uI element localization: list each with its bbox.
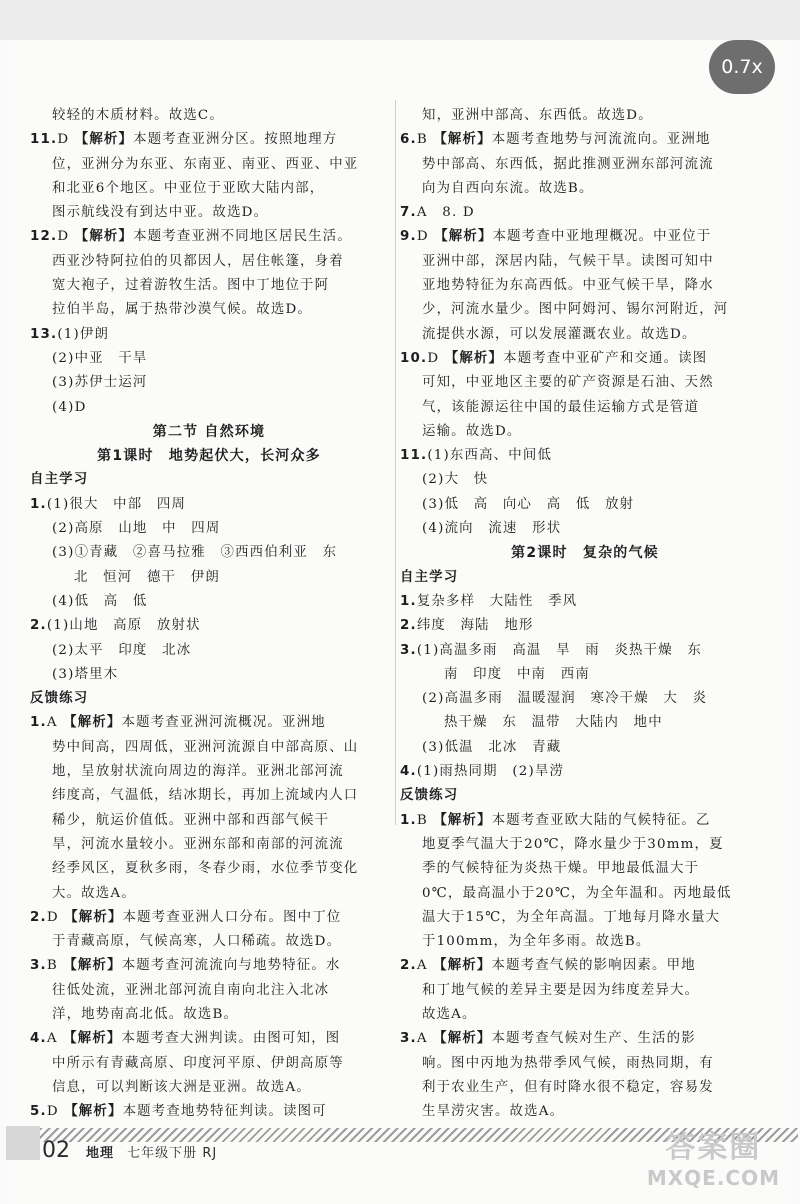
line-text: (3)塔里木	[52, 666, 119, 682]
answer-line	[400, 1052, 770, 1076]
answer-line	[400, 104, 770, 128]
line-text: (1)雨热同期 (2)旱涝	[416, 764, 565, 780]
line-text: 和丁地气候的差异主要是因为纬度差异大。	[422, 982, 700, 998]
answer-line	[30, 882, 388, 906]
answer-choice: D	[57, 229, 70, 245]
answer-line	[30, 1052, 388, 1076]
answer-choice: D	[46, 909, 59, 925]
answer-line	[400, 323, 770, 347]
line-text: 中所示有青藏高原、印度河平原、伊朗高原等	[52, 1055, 344, 1071]
answer-line	[400, 882, 770, 906]
item-number: 11.	[400, 448, 428, 464]
answer-line	[400, 517, 770, 541]
item-number: 1.	[400, 593, 417, 609]
line-text: (2)大 快	[422, 472, 489, 488]
answer-line	[400, 396, 770, 420]
analysis-tag: 【解析】	[63, 1031, 122, 1047]
answer-item	[30, 1027, 388, 1051]
watermark-en: MXQE.COM	[646, 1166, 780, 1190]
line-text: 稀少，航运价值低。亚洲中部和西部气候干	[52, 812, 330, 828]
line-text: (1)高温多雨 高温 旱 雨 炎热干燥 东	[416, 642, 703, 658]
answer-choice: A	[416, 1031, 428, 1047]
item-number: 11.	[30, 132, 58, 148]
watermark-cn: 答案圈	[665, 1130, 762, 1165]
answer-line	[30, 784, 388, 808]
answer-line	[400, 663, 770, 687]
item-number: 9.	[400, 229, 417, 245]
answer-line	[30, 177, 388, 201]
answer-choice: A	[416, 958, 428, 974]
item-number: 5.	[30, 1104, 47, 1120]
answer-item	[400, 1027, 770, 1051]
subsection-heading: 自主学习	[30, 472, 89, 488]
zoom-level-badge[interactable]: 0.7x	[709, 40, 775, 94]
answer-item	[400, 614, 770, 638]
line-text: (4)低 高 低	[52, 593, 148, 609]
answer-line	[30, 371, 388, 395]
line-text: 温大于15℃，为全年高温。丁地每月降水量大	[422, 909, 721, 925]
answer-item	[30, 323, 388, 347]
answer-item	[400, 590, 770, 614]
answer-line	[30, 104, 388, 128]
answer-line	[400, 1003, 770, 1027]
item-number: 10.	[400, 350, 428, 366]
line-text: 较轻的木质材料。故选C。	[52, 108, 224, 123]
answer-line	[30, 930, 388, 954]
line-text: (3)低温 北冰 青藏	[422, 739, 562, 755]
answer-line	[400, 687, 770, 711]
edition-label: RJ	[202, 1146, 218, 1161]
line-text: 南 印度 中南 西南	[444, 666, 590, 682]
answer-line	[30, 566, 388, 590]
line-text: 图示航线没有到达中亚。故选D。	[52, 205, 269, 221]
answer-choice: D	[57, 132, 70, 148]
answer-line	[400, 857, 770, 881]
site-watermark	[647, 1122, 780, 1190]
answer-line	[30, 1076, 388, 1100]
right-text-column	[400, 104, 770, 1124]
answer-line	[400, 1100, 770, 1124]
answer-item	[400, 760, 770, 784]
subsection-heading: 反馈练习	[400, 788, 459, 804]
analysis-tag: 【解析】	[64, 1104, 123, 1120]
line-text: 0℃，最高温小于20℃，为全年温和。丙地最低	[422, 885, 732, 901]
analysis-tag: 【解析】	[63, 715, 122, 731]
line-text: 拉伯半岛，属于热带沙漠气候。故选D。	[52, 302, 312, 318]
answer-line	[400, 274, 770, 298]
item-number: 2.	[30, 618, 47, 634]
item-number: 4.	[400, 764, 417, 780]
book-info	[86, 1142, 217, 1161]
answer-choice: B	[416, 812, 428, 828]
line-text: 本题考查地势特征判读。读图可	[122, 1104, 327, 1120]
footer-gray-block	[6, 1126, 40, 1160]
line-text: 本题考查气候对生产、生活的影	[491, 1031, 696, 1047]
answer-line	[400, 979, 770, 1003]
section-heading: 第二节 自然环境	[152, 423, 266, 440]
answer-item	[400, 128, 770, 152]
answer-item	[30, 711, 388, 735]
answer-line	[30, 857, 388, 881]
answer-line	[400, 833, 770, 857]
grade-label: 七年级下册	[127, 1146, 198, 1161]
answer-line	[400, 250, 770, 274]
line-text: 本题考查中亚矿产和交通。读图	[503, 350, 708, 366]
line-text: 旱，河流水量较小。亚洲东部和南部的河流流	[52, 836, 344, 852]
analysis-tag: 【解析】	[74, 229, 134, 245]
answer-line	[400, 1076, 770, 1100]
line-text: (1)东西高、中间低	[427, 448, 553, 464]
analysis-tag: 【解析】	[64, 909, 123, 925]
line-text: 少，河流水量少。图中阿姆河、锡尔河附近，河	[422, 302, 729, 318]
line-text: 知，亚洲中部高、东西低。故选D。	[422, 108, 653, 123]
item-number: 1.	[30, 496, 47, 512]
answer-item	[400, 809, 770, 833]
section-heading: 第1课时 地势起伏大，长河众多	[97, 448, 321, 465]
line-text: 位，亚洲分为东亚、东南亚、南亚、西亚、中亚	[52, 156, 359, 172]
answer-line	[400, 711, 770, 735]
line-text: (3)苏伊士运河	[52, 375, 148, 391]
item-number: 12.	[30, 229, 58, 245]
line-text: (2)中亚 干旱	[52, 350, 148, 366]
line-text: A 8. D	[416, 205, 475, 221]
item-number: 2.	[400, 958, 417, 974]
line-text: (1)山地 高原 放射状	[46, 618, 201, 634]
item-number: 1.	[30, 715, 47, 731]
answer-line	[30, 639, 388, 663]
answer-line	[30, 153, 388, 177]
analysis-tag: 【解析】	[74, 132, 134, 148]
column-divider	[395, 100, 396, 825]
line-text: (2)太平 印度 北冰	[52, 642, 192, 658]
line-text: 势中间高，四周低，亚洲河流源自中部高原、山	[52, 739, 359, 755]
answer-choice: D	[427, 350, 440, 366]
line-text: 和北亚6个地区。中亚位于亚欧大陆内部，	[52, 180, 325, 196]
page-number: 02	[42, 1138, 70, 1163]
line-text: 热干燥 东 温带 大陆内 地中	[444, 715, 663, 731]
answer-item	[30, 1100, 388, 1124]
line-text: 流提供水源，可以发展灌溉农业。故选D。	[422, 326, 697, 342]
item-number: 2.	[30, 909, 47, 925]
answer-choice: B	[46, 958, 58, 974]
item-number: 3.	[30, 958, 47, 974]
answer-line	[30, 663, 388, 687]
line-text: (4)流向 流速 形状	[422, 521, 562, 537]
answer-choice: D	[46, 1104, 59, 1120]
analysis-tag: 【解析】	[434, 229, 493, 245]
line-text: 大。故选A。	[52, 885, 136, 901]
line-text: 经季风区，夏秋多雨，冬春少雨，水位季节变化	[52, 861, 359, 877]
item-number: 3.	[400, 1031, 417, 1047]
answer-line	[30, 250, 388, 274]
answer-item	[30, 225, 388, 249]
answer-line	[400, 153, 770, 177]
line-text: 可知，中亚地区主要的矿产资源是石油、天然	[422, 375, 714, 391]
item-number: 13.	[30, 326, 58, 342]
analysis-tag: 【解析】	[444, 350, 504, 366]
answer-line	[30, 298, 388, 322]
line-text: (4)D	[52, 399, 87, 415]
analysis-tag: 【解析】	[433, 132, 492, 148]
line-text: 亚洲中部，深居内陆，气候干旱。读图可知中	[422, 253, 714, 269]
answer-line	[400, 177, 770, 201]
analysis-tag: 【解析】	[63, 958, 122, 974]
line-text: 洋，地势南高北低。故选B。	[52, 1006, 239, 1022]
line-text: (1)很大 中部 四周	[46, 496, 187, 512]
answer-line	[30, 541, 388, 565]
line-text: 复杂多样 大陆性 季风	[416, 593, 578, 609]
line-text: 于100mm，为全年多雨。故选B。	[422, 934, 651, 950]
line-text: 生旱涝灾害。故选A。	[422, 1104, 565, 1120]
answer-line	[30, 347, 388, 371]
line-text: 西亚沙特阿拉伯的贝都因人，居住帐篷，身着	[52, 253, 344, 269]
line-text: 纬度高，气温低，结冰期长，再加上流域内人口	[52, 788, 359, 804]
line-text: 信息，可以判断该大洲是亚洲。故选A。	[52, 1079, 311, 1095]
analysis-tag: 【解析】	[433, 1031, 492, 1047]
answer-item	[30, 493, 388, 517]
line-text: 势中部高、东西低，据此推测亚洲东部河流流	[422, 156, 714, 172]
answer-line	[30, 201, 388, 225]
answer-line	[400, 493, 770, 517]
item-number: 1.	[400, 812, 417, 828]
line-text: 季的气候特征为炎热干燥。甲地最低温大于	[422, 861, 700, 877]
answer-line	[400, 468, 770, 492]
line-text: 气，该能源运往中国的最佳运输方式是管道	[422, 399, 700, 415]
line-text: 利于农业生产，但有时降水很不稳定，容易发	[422, 1079, 714, 1095]
line-text: (3)低 高 向心 高 低 放射	[422, 496, 635, 512]
line-text: 宽大袍子，过着游牧生活。图中丁地位于阿	[52, 278, 330, 294]
answer-line	[30, 274, 388, 298]
line-text: 故选A。	[422, 1006, 477, 1022]
answer-choice: B	[416, 132, 428, 148]
answer-item	[400, 201, 770, 225]
answer-item	[30, 906, 388, 930]
answer-line	[400, 298, 770, 322]
answer-line	[400, 371, 770, 395]
answer-line	[30, 396, 388, 420]
line-text: 本题考查亚洲人口分布。图中丁位	[122, 909, 342, 925]
line-text: 向为自西向东流。故选B。	[422, 180, 594, 196]
item-number: 2.	[400, 618, 417, 634]
line-text: 地夏季气温大于20℃，降水量少于30mm，夏	[422, 836, 724, 852]
subsection-heading: 自主学习	[400, 569, 459, 585]
answer-choice: A	[46, 1031, 58, 1047]
line-text: 纬度 海陆 地形	[416, 618, 534, 634]
line-text: 本题考查亚欧大陆的气候特征。乙	[491, 812, 711, 828]
line-text: 本题考查亚洲不同地区居民生活。	[133, 229, 352, 245]
analysis-tag: 【解析】	[433, 812, 492, 828]
answer-item	[30, 954, 388, 978]
line-text: (2)高温多雨 温暖湿润 寒冷干燥 大 炎	[422, 691, 708, 707]
answer-item	[400, 954, 770, 978]
line-text: 地，呈放射状流向周边的海洋。亚洲北部河流	[52, 764, 344, 780]
viewer-top-bar	[0, 0, 800, 40]
section-heading: 第2课时 复杂的气候	[511, 545, 659, 562]
analysis-tag: 【解析】	[433, 958, 492, 974]
answer-line	[30, 833, 388, 857]
item-number: 4.	[30, 1031, 47, 1047]
answer-item	[400, 444, 770, 468]
line-text: 响。图中丙地为热带季风气候，雨热同期，有	[422, 1055, 714, 1071]
left-text-column	[30, 104, 388, 1124]
answer-item	[400, 639, 770, 663]
line-text: 本题考查亚洲分区。按照地理方	[133, 132, 338, 148]
line-text: 本题考查地势与河流流向。亚洲地	[491, 132, 711, 148]
answer-choice: A	[46, 715, 58, 731]
answer-line	[30, 736, 388, 760]
item-number: 3.	[400, 642, 417, 658]
answer-line	[400, 930, 770, 954]
line-text: (3)①青藏 ②喜马拉雅 ③西西伯利亚 东	[52, 545, 338, 561]
line-text: 北 恒河 德干 伊朗	[74, 569, 220, 585]
line-text: 本题考查大洲判读。由图可知，图	[121, 1031, 341, 1047]
line-text: 于青藏高原，气候高寒，人口稀疏。故选D。	[52, 934, 342, 950]
answer-line	[30, 590, 388, 614]
answer-item	[30, 128, 388, 152]
line-text: 往低处流，亚洲北部河流自南向北注入北冰	[52, 982, 330, 998]
line-text: 运输。故选D。	[422, 423, 522, 439]
line-text: 本题考查河流流向与地势特征。水	[121, 958, 341, 974]
line-text: 亚地势特征为东高西低。中亚气候干旱，降水	[422, 278, 714, 294]
answer-line	[30, 760, 388, 784]
answer-line	[30, 979, 388, 1003]
line-text: (1)伊朗	[57, 326, 110, 342]
line-text: 本题考查亚洲河流概况。亚洲地	[121, 715, 326, 731]
line-text: 本题考查中亚地理概况。中亚位于	[492, 229, 712, 245]
subsection-heading: 反馈练习	[30, 691, 89, 707]
line-text: (2)高原 山地 中 四周	[52, 521, 221, 537]
answer-line	[30, 809, 388, 833]
answer-line	[400, 906, 770, 930]
answer-item	[400, 347, 770, 371]
line-text: 本题考查气候的影响因素。甲地	[491, 958, 696, 974]
answer-line	[400, 736, 770, 760]
subject-label: 地理	[86, 1146, 115, 1161]
answer-line	[400, 420, 770, 444]
answer-item	[30, 614, 388, 638]
answer-item	[400, 225, 770, 249]
answer-line	[30, 1003, 388, 1027]
item-number: 7.	[400, 205, 417, 221]
answer-line	[30, 517, 388, 541]
answer-choice: D	[416, 229, 429, 245]
item-number: 6.	[400, 132, 417, 148]
